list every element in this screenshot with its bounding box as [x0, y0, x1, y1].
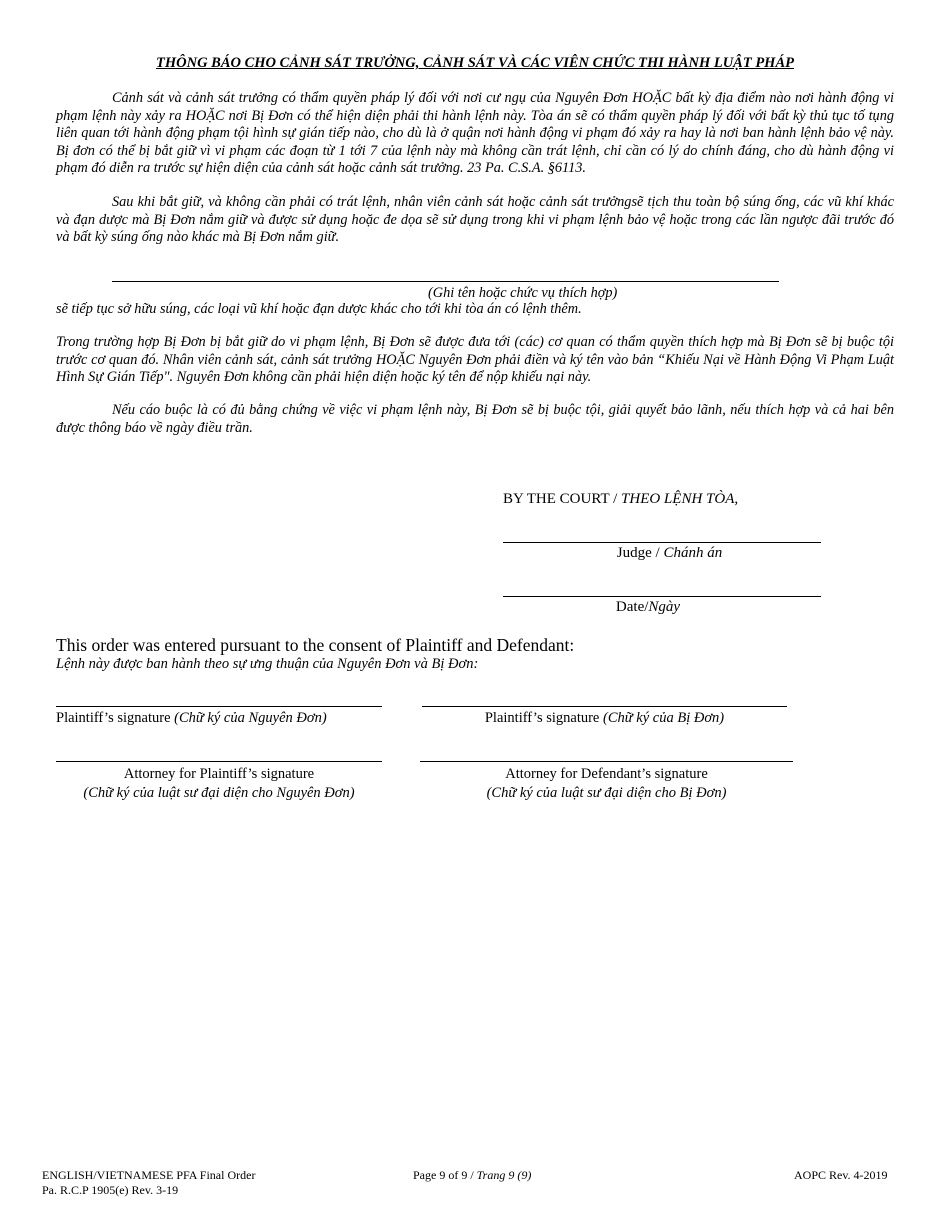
defendant-attorney-signature-vi: (Chữ ký của luật sư đại diện cho Bị Đơn): [486, 785, 727, 801]
name-line-caption: (Ghi tên hoặc chức vụ thích hợp): [428, 285, 618, 301]
defendant-attorney-signature-en: Attorney for Defendant’s signature: [505, 766, 708, 782]
footer-rule: Pa. R.C.P 1905(e) Rev. 3-19: [42, 1183, 179, 1197]
defendant-signature-line: [422, 706, 787, 707]
notice-paragraph-possession: sẽ tiếp tục sở hữu súng, các loại vũ khí hoặc đạn dược khác cho tới khi tòa án có lệnh thêm.: [56, 301, 582, 317]
defendant-signature-en: Plaintiff’s signature: [484, 710, 603, 726]
plaintiff-attorney-signature-en: Attorney for Plaintiff’s signature: [123, 766, 315, 782]
defendant-signature-label: [422, 709, 787, 728]
consent-statement-vi: Lệnh này được ban hành theo sự ưng thuận của Nguyên Đơn và Bị Đơn:: [56, 656, 479, 672]
plaintiff-signature-en: Plaintiff’s signature: [56, 710, 175, 726]
defendant-attorney-signature-line: [420, 761, 793, 762]
by-the-court-label: [503, 491, 738, 508]
notice-paragraph-arrest: Trong trường hợp Bị Đơn bị bắt giữ do vi phạm lệnh, Bị Đơn sẽ được đưa tới (các) cơ quan có thẩm quyền thích hợp mà Bị Đơn sẽ bị buộc tội trước cơ quan đó. Nhân viên cảnh sát, cảnh sát trưởng HOẶC Nguyên Đơn phải điền và ký tên vào bản “Khiếu Nại về Hành Động Vi Phạm Luật Hình Sự Gián Tiếp". Nguyên Đơn không cần phải hiện diện hoặc ký tên để nộp khiếu nại này.: [56, 334, 894, 386]
plaintiff-attorney-signature-label: [56, 765, 382, 803]
date-label: [503, 599, 793, 616]
judge-label-en: Judge /: [616, 545, 664, 561]
plaintiff-signature-label: [56, 709, 327, 728]
plaintiff-attorney-signature-vi: (Chữ ký của luật sư đại diện cho Nguyên Đơn): [83, 785, 355, 801]
notice-title: THÔNG BÁO CHO CẢNH SÁT TRƯỞNG, CẢNH SÁT VÀ CÁC VIÊN CHỨC THI HÀNH LUẬT PHÁP: [155, 55, 794, 71]
notice-paragraph-jurisdiction: Cảnh sát và cảnh sát trưởng có thẩm quyền pháp lý đối với nơi cư ngụ của Nguyên Đơn HOẶC bất kỳ địa điểm nào nơi hành động vi phạm lệnh này xảy ra HOẶC nơi Bị Đơn có thể hiện diện phải thi hành lệnh này. Tòa án sẽ có thẩm quyền pháp lý đối với bất kỳ thủ tục tố tụng liên quan tới hành động phạm tội hình sự gián tiếp nào, cho dù là ở quận nơi hành động vi phạm đó xảy ra hay là nơi ban hành lệnh bảo vệ này. Bị đơn có thể bị bắt giữ vì vi phạm các đoạn từ 1 tới 7 của lệnh này mà không cần trát lệnh, chỉ cần có lý do chính đáng, cho dù hành động vi phạm đó diễn ra trước sự hiện diện của cảnh sát hoặc cảnh sát trưởng. 23 Pa. C.S.A. §6113.: [56, 90, 894, 177]
judge-label-vi: Chánh án: [663, 545, 723, 561]
date-label-en: Date/: [615, 599, 649, 615]
notice-paragraph-seizure: Sau khi bắt giữ, và không cần phải có trát lệnh, nhân viên cảnh sát hoặc cảnh sát trưởngsẽ tịch thu toàn bộ súng ống, các vũ khí khác và đạn dược mà Bị Đơn nắm giữ và được sử dụng hoặc đe dọa sẽ sử dụng trong khi vi phạm lệnh bảo vệ hoặc trong các lần ngược đãi trước đó và bất kỳ súng ống nào khác mà Bị Đơn nắm giữ.: [56, 194, 894, 246]
footer-page-number: [413, 1168, 531, 1183]
date-label-vi: Ngày: [648, 599, 681, 615]
by-the-court-vi: THEO LỆNH TÒA,: [621, 491, 739, 507]
defendant-attorney-signature-label: [420, 765, 793, 803]
plaintiff-attorney-signature-line: [56, 761, 382, 762]
notice-paragraph-charges: Nếu cáo buộc là có đủ bằng chứng về việc vi phạm lệnh này, Bị Đơn sẽ bị buộc tội, giải quyết bảo lãnh, nếu thích hợp và cả hai bên được thông báo về ngày điều trần.: [56, 402, 894, 436]
footer-page-vi: Trang 9 (9): [476, 1168, 532, 1182]
plaintiff-signature-line: [56, 706, 382, 707]
name-signature-line: [112, 281, 779, 282]
footer-form-name: ENGLISH/VIETNAMESE PFA Final Order: [42, 1168, 256, 1182]
judge-label: [503, 545, 836, 562]
footer-revision: AOPC Rev. 4-2019: [794, 1168, 888, 1182]
consent-statement-en: This order was entered pursuant to the consent of Plaintiff and Defendant:: [56, 635, 575, 655]
plaintiff-signature-vi: (Chữ ký của Nguyên Đơn): [174, 710, 327, 726]
date-signature-line: [503, 596, 821, 597]
judge-signature-line: [503, 542, 821, 543]
defendant-signature-vi: (Chữ ký của Bị Đơn): [603, 710, 725, 726]
by-the-court-en: BY THE COURT /: [503, 491, 622, 507]
footer-form-info: [42, 1168, 255, 1198]
footer-page-en: Page 9 of 9 /: [413, 1168, 477, 1182]
